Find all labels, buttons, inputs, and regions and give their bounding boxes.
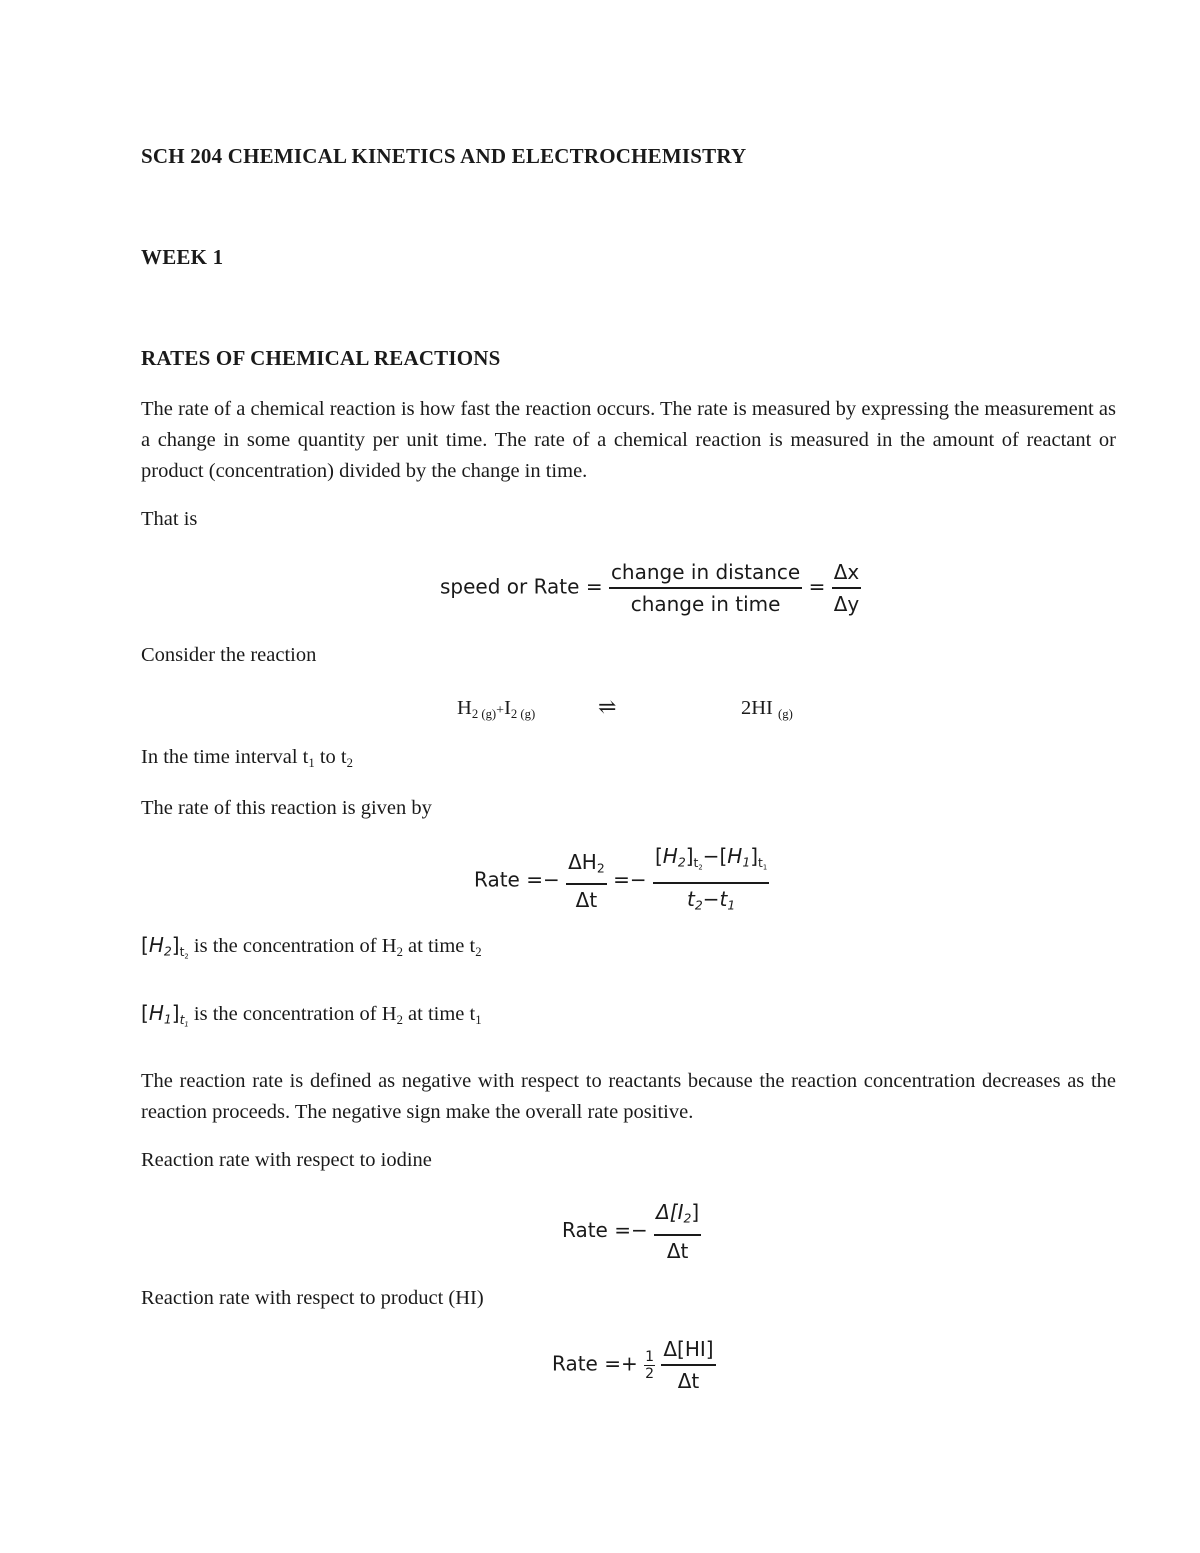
time-interval-text: In the time interval $t_1$ to $t_2$ — [141, 746, 353, 770]
eq1-lhs: speed or Rate — [440, 574, 580, 599]
reaction-product: 2HI $_{(g)}$ — [741, 697, 793, 721]
eq1-delta-x: Δx — [832, 559, 862, 589]
consider-text: Consider the reaction — [141, 644, 317, 666]
document-title: SCH 204 CHEMICAL KINETICS AND ELECTROCHEMISTRY — [141, 144, 747, 168]
that-is-text: That is — [141, 508, 198, 530]
eq1-delta-y: Δy — [833, 592, 860, 616]
week-heading: WEEK 1 — [141, 245, 224, 269]
eq1-numerator: change in distance — [609, 559, 802, 589]
rate-h2-equation: Rate =− $\frac{\Delta H_2}{\Delta t}$ =− $\frac{[H_2]_{t2}-[H_1]_{t1}}{t_2-t_1}$ — [474, 843, 769, 919]
equilibrium-arrow-icon: ⇌ — [598, 694, 617, 719]
eq1-fraction-words — [609, 559, 802, 617]
iodine-rate-label: Reaction rate with respect to iodine — [141, 1149, 432, 1171]
product-rate-label: Reaction rate with respect to product (HI) — [141, 1287, 484, 1309]
negative-rate-paragraph: The reaction rate is defined as negative with respect to reactants because the reaction concentration decreases as the reaction proceeds. The negative sign make the overall rate positive. — [141, 1070, 1116, 1123]
rate-iodine-equation: Rate =− $\frac{\Delta[I_2]}{\Delta t}$ — [562, 1200, 700, 1263]
section-title: RATES OF CHEMICAL REACTIONS — [141, 346, 501, 370]
eq1-denominator: change in time — [630, 592, 781, 616]
eq1-fraction-delta — [832, 559, 862, 617]
intro-paragraph: The rate of a chemical reaction is how fast the reaction occurs. The rate is measured by expressing the measurement as a change in some quantity per unit time. The rate of a chemical reaction is measured in the amount of reactant or product (concentration) divided by the change in time. — [141, 398, 1116, 482]
definition-h1-t1: $[H_1]_{t1}$ is the concentration of $H_2$ at time $t_1$ — [141, 1001, 482, 1029]
eq2-concentration-fraction: $\frac{[H_2]_{t2}-[H_1]_{t1}}{t_2-t_1}$ — [654, 844, 768, 913]
rate-hi-equation: Rate =+ $\frac{1}{2}$ $\frac{\Delta[HI]}{\Delta t}$ — [552, 1337, 714, 1393]
reaction-reactants: $H_{2 (g)}+I_{2 (g)}$ — [457, 697, 536, 721]
definition-h2-t2: $[H_2]_{t2}$ is the concentration of $H_2$ at time $t_2$ — [141, 933, 482, 961]
speed-rate-equation: speed or Rate = $\frac{\text{change in distance}}{\text{change in time}}$ = $\frac{\Delta x}{\Delta y}$ — [440, 560, 860, 616]
eq2-delta-fraction: $\frac{\Delta H_2}{\Delta t}$ — [568, 849, 605, 913]
rate-given-text: The rate of this reaction is given by — [141, 797, 432, 819]
